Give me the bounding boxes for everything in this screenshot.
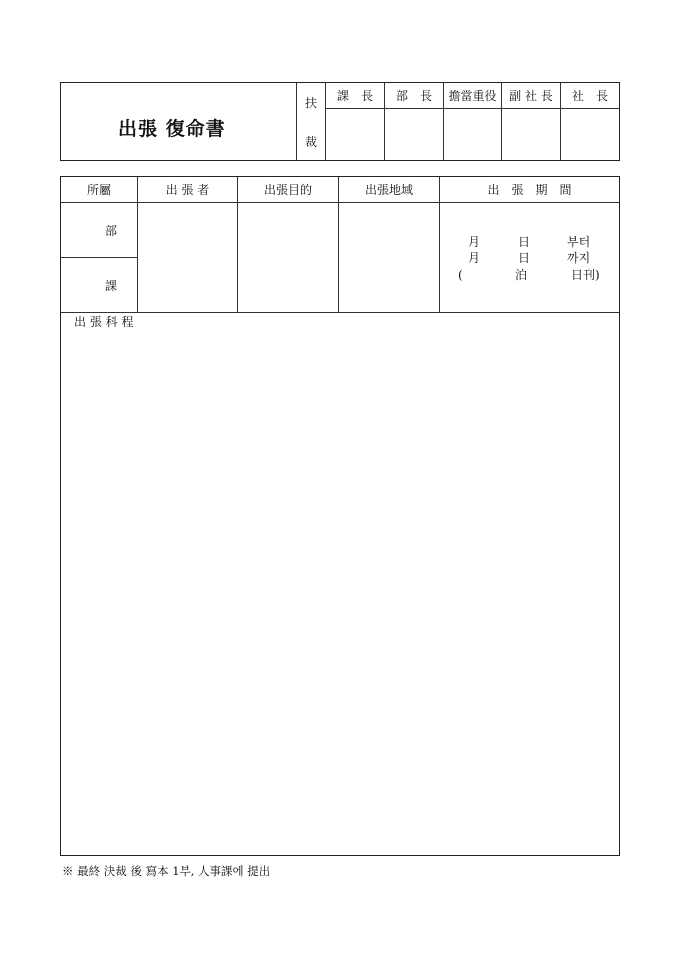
section-label: 課: [105, 279, 118, 293]
approval-label-bottom: 裁: [305, 135, 318, 149]
dept-label: 部: [105, 224, 118, 238]
approver-row-divider: [325, 108, 619, 109]
dept-section-divider: [61, 257, 137, 258]
main-table: [60, 176, 620, 856]
table-info-divider: [61, 312, 619, 313]
period-to-suffix: 까지: [567, 251, 591, 265]
header-divider: [296, 83, 297, 160]
approval-label-top: 扶: [305, 96, 318, 110]
approver-president: 社 長: [571, 89, 608, 103]
column-divider: [439, 177, 440, 312]
column-header-traveler: 出 張 者: [165, 183, 210, 197]
period-nights: 泊: [515, 268, 528, 282]
approver-director: 擔當重役: [448, 89, 497, 103]
approver-dept-head: 部 長: [395, 89, 432, 103]
period-from-suffix: 부터: [567, 235, 591, 249]
document-title: 出張 復命書: [118, 118, 226, 140]
footer-note: ※ 最終 決裁 後 寫本 1부, 人事課에 提出: [62, 864, 271, 878]
approver-section-chief: 課 長: [336, 89, 373, 103]
period-open-paren: (: [458, 268, 463, 282]
approver-vice-president: 副 社 長: [509, 89, 553, 103]
column-header-affiliation: 所屬: [86, 183, 111, 197]
column-divider: [237, 177, 238, 312]
period-month-from: 月: [468, 235, 481, 249]
period-month-to: 月: [468, 251, 481, 265]
column-divider: [137, 177, 138, 312]
period-days: 日刊): [571, 268, 600, 282]
column-divider: [338, 177, 339, 312]
period-day-from: 日: [518, 235, 531, 249]
table-header-divider: [61, 202, 619, 203]
column-header-region: 出張地域: [364, 183, 413, 197]
period-day-to: 日: [518, 251, 531, 265]
column-header-period: 出 張 期 間: [487, 183, 572, 197]
column-header-purpose: 出張目的: [263, 183, 312, 197]
itinerary-label: 出 張 科 程: [74, 315, 134, 329]
